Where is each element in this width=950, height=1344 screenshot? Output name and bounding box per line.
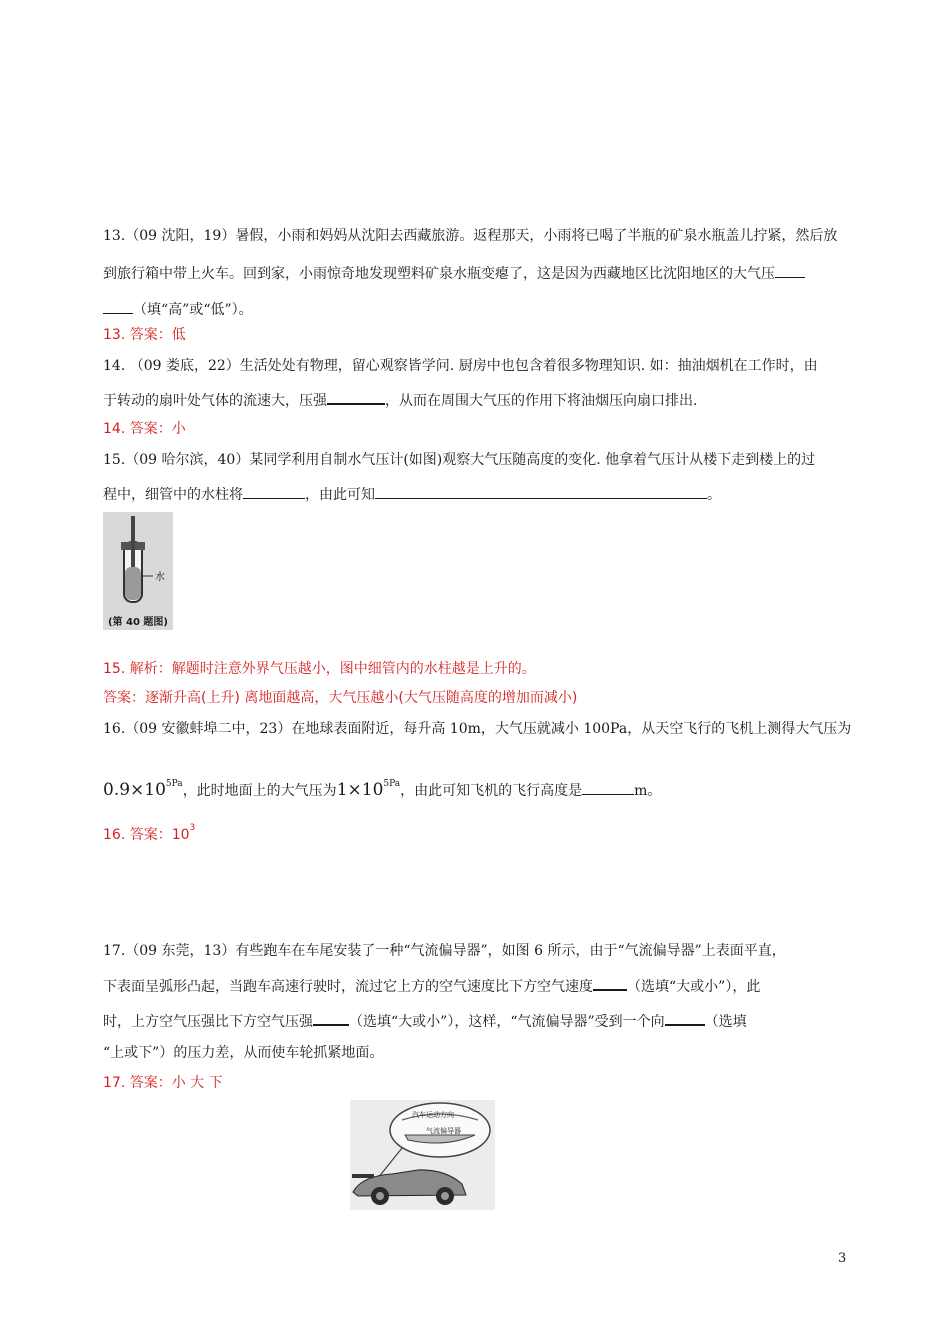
q17-line-1: 17.（09 东莞，13）有些跑车在车尾安装了一种“气流偏导器”，如图 6 所示，由于“气流偏导器”上表面平直， — [103, 943, 786, 959]
q16-answer-exp: 3 — [189, 823, 196, 833]
q16-line-2 — [103, 770, 661, 805]
q15-line-2c: 。 — [707, 487, 721, 503]
q17-line-2 — [103, 975, 760, 997]
q16-exp-1: 5 — [165, 779, 172, 789]
q14-line-2b: ，从而在周围大气压的作用下将油烟压向扇口排出. — [385, 393, 698, 409]
q15-line-2 — [103, 484, 721, 505]
q14-line-2 — [103, 389, 697, 411]
q14-answer: 14. 答案：小 — [103, 421, 186, 437]
q17-line-3 — [103, 1010, 747, 1032]
water-barometer-drawing — [103, 512, 173, 612]
q14-line-1: 14. （09 娄底，22）生活处处有物理，留心观察皆学问. 厨房中也包含着很多物理知识. 如：抽油烟机在工作时，由 — [103, 358, 818, 374]
figure-40-caption: (第 40 题图) — [107, 617, 169, 628]
figure-spoiler-label: 气流偏导器 — [426, 1127, 461, 1135]
q16-pressure-plane: 0.9×10 — [103, 780, 166, 800]
q13-line-3-text: （填“高”或“低”）。 — [133, 302, 253, 318]
q13-answer: 13. 答案：低 — [103, 327, 186, 343]
water-barometer-figure — [103, 512, 173, 630]
q15-answer: 答案：逐渐升高(上升) 离地面越高，大气压越小(大气压随高度的增加而减小) — [103, 690, 578, 706]
q15-blank-a — [243, 484, 305, 499]
q17-blank-c — [665, 1010, 705, 1026]
q16-answer — [103, 818, 195, 845]
q13-line-2-text: 到旅行箱中带上火车。回到家，小雨惊奇地发现塑料矿泉水瓶变瘪了，这是因为西藏地区比沈阳地区的大气压 — [103, 266, 775, 282]
q13-line-2 — [103, 263, 805, 284]
q17-line-3c: （选填 — [704, 1014, 747, 1030]
q17-answer: 17. 答案：小 大 下 — [103, 1075, 223, 1091]
q16-unit-2: Pa — [389, 779, 401, 789]
q16-line-1: 16.（09 安徽蚌埠二中，23）在地球表面附近，每升高 10m，大气压就减小 100Pa，从天空飞行的飞机上测得大气压为 — [103, 721, 852, 737]
q13-blank-a — [775, 263, 805, 278]
q17-blank-a — [593, 975, 627, 991]
q16-unit-m: m。 — [634, 783, 662, 799]
sports-car-spoiler-figure — [350, 1100, 495, 1210]
q16-blank — [582, 780, 634, 795]
q16-answer-text: 16. 答案：10 — [103, 827, 190, 843]
q16-pressure-ground: 1×10 — [336, 780, 384, 800]
q17-line-3b: （选填“大或小”），这样，“气流偏导器”受到一个向 — [349, 1014, 665, 1030]
page-number: 3 — [838, 1251, 847, 1266]
q15-line-1: 15.（09 哈尔滨，40）某同学利用自制水气压计(如图)观察大气压随高度的变化. 他拿着气压计从楼下走到楼上的过 — [103, 452, 816, 468]
figure-direction-label: 汽车运动方向 — [412, 1111, 454, 1119]
q16-mid: ，此时地面上的大气压为 — [182, 783, 337, 799]
q17-line-2b: （选填“大或小”），此 — [627, 979, 761, 995]
water-label: 水 — [155, 572, 165, 583]
q15-line-2a: 程中，细管中的水柱将 — [103, 487, 243, 503]
q17-line-2a: 下表面呈弧形凸起，当跑车高速行驶时，流过它上方的空气速度比下方空气速度 — [103, 979, 593, 995]
q17-line-4: “上或下”）的压力差，从而使车轮抓紧地面。 — [103, 1045, 384, 1061]
sports-car-drawing — [350, 1100, 495, 1210]
q13-line-1: 13.（09 沈阳，19）暑假，小雨和妈妈从沈阳去西藏旅游。返程那天，小雨将已喝了半瓶的矿泉水瓶盖儿拧紧，然后放 — [103, 228, 838, 244]
q15-line-2b: ，由此可知 — [305, 487, 375, 503]
q15-analysis: 15. 解析：解题时注意外界气压越小，图中细管内的水柱越是上升的。 — [103, 661, 536, 677]
q13-line-3 — [103, 299, 253, 320]
q16-exp-2: 5 — [383, 779, 390, 789]
q17-line-3a: 时，上方空气压强比下方空气压强 — [103, 1014, 313, 1030]
q13-blank-b — [103, 299, 133, 314]
q15-blank-b — [375, 484, 707, 499]
q16-unit-1: Pa — [171, 779, 183, 789]
q14-line-2a: 于转动的扇叶处气体的流速大，压强 — [103, 393, 327, 409]
q17-blank-b — [313, 1010, 349, 1026]
q14-blank — [327, 389, 385, 405]
q16-tail: ，由此可知飞机的飞行高度是 — [400, 783, 583, 799]
